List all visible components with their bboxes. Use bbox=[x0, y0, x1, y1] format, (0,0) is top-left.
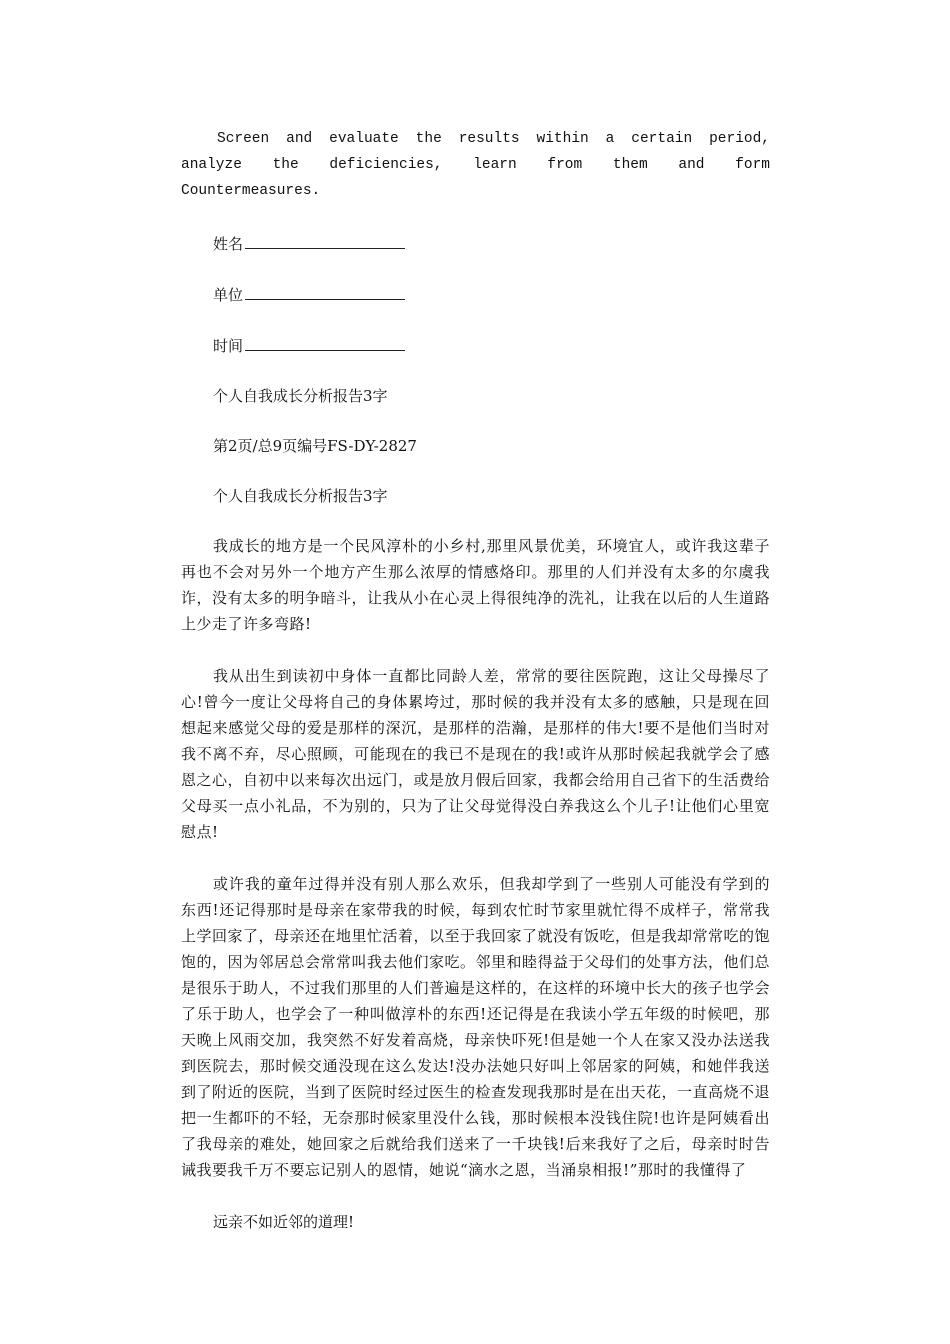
time-blank-line bbox=[245, 332, 405, 351]
unit-blank-line bbox=[245, 281, 405, 300]
report-title: 个人自我成长分析报告3字 bbox=[213, 387, 388, 405]
page-info: 第2页/总9页编号FS-DY-2827 bbox=[213, 437, 417, 455]
unit-field-label: 单位 bbox=[213, 286, 244, 304]
body-paragraph-2: 我从出生到读初中身体一直都比同龄人差，常常的要往医院跑，这让父母操尽了心!曾今一度让父母将自己的身体累垮过，那时候的我并没有太多的感触，只是现在回想起来感觉父母的爱是那样的深沉，是那样的浩瀚，是那样的伟大!要不是他们当时对我不离不弃，尽心照顾，可能现在的我已不是现在的我!或许从那时候起我就学会了感恩之心，自初中以来每次出远门，或是放月假后回家，我都会给用自己省下的生活费给父母买一点小礼品，不为别的，只为了让父母觉得没白养我这么个儿子!让他们心里宽慰点! bbox=[181, 667, 771, 841]
unit-field bbox=[181, 281, 770, 308]
body-paragraph-3: 或许我的童年过得并没有别人那么欢乐，但我却学到了一些别人可能没有学到的东西!还记得那时是母亲在家带我的时候，每到农忙时节家里就忙得不成样子，常常我上学回家了，母亲还在地里忙活着，以至于我回家了就没有饭吃，但是我却常常吃的饱饱的，因为邻居总会常常叫我去他们家吃。邻里和睦得益于父母们的处事方法，他们总是很乐于助人，不过我们那里的人们普遍是这样的，在这样的环境中长大的孩子也学会了乐于助人，也学会了一种叫做淳朴的东西!还记得是在我读小学五年级的时候吧，那天晚上风雨交加，我突然不好发着高烧，母亲快吓死!但是她一个人在家又没办法送我到医院去，那时候交通没现在这么发达!没办法她只好叫上邻居家的阿姨，和她伴我送到了附近的医院，当到了医院时经过医生的检查发现我那时是在出天花，一直高烧不退把一生都吓的不轻，无奈那时候家里没什么钱，那时候根本没钱住院!也许是阿姨看出了我母亲的难处，她回家之后就给我们送来了一千块钱!后来我好了之后，母亲时时告诫我要我千万不要忘记别人的恩情，她说“滴水之恩，当涌泉相报!”那时的我懂得了 bbox=[181, 875, 771, 1179]
time-field bbox=[181, 332, 770, 359]
name-blank-line bbox=[245, 230, 405, 249]
name-field bbox=[181, 230, 770, 257]
name-field-label: 姓名 bbox=[213, 235, 244, 253]
intro-paragraph: Screen and evaluate the results within a certain period, analyze the deficiencies, learn from them and form Countermeasures. bbox=[181, 131, 770, 199]
body-paragraph-1: 我成长的地方是一个民风淳朴的小乡村,那里风景优美，环境宜人，或许我这辈子再也不会对另外一个地方产生那么浓厚的情感烙印。那里的人们并没有太多的尔虞我诈，没有太多的明争暗斗，让我从小在心灵上得很纯净的洗礼，让我在以后的人生道路上少走了许多弯路! bbox=[181, 537, 771, 633]
report-title-repeat: 个人自我成长分析报告3字 bbox=[213, 487, 388, 505]
time-field-label: 时间 bbox=[213, 337, 244, 355]
document-content bbox=[181, 126, 770, 1235]
closing-line: 远亲不如近邻的道理! bbox=[213, 1213, 355, 1231]
